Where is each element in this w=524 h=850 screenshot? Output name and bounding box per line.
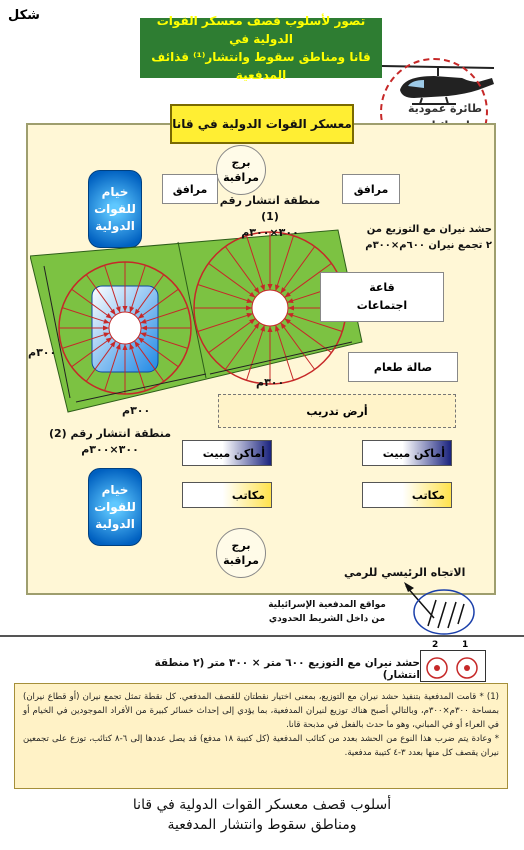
title-line-2: قانا ومناطق سقوط وانتشار⁽¹⁾ قذائف المدفعية [151, 50, 371, 82]
zone-1-dims: ٣٠٠×٣٠٠م [241, 226, 299, 239]
figure-label: شكل [8, 8, 40, 23]
zone-1-title: منطقة انتشار رقم (1) [219, 194, 321, 223]
footnotes [14, 683, 508, 789]
tower-top-line-1: برج [231, 156, 251, 169]
meeting-hall-line-1: قاعة [369, 281, 395, 294]
watchtower-top [216, 145, 266, 195]
helicopter-line-1: طائرة عمودية [407, 102, 483, 115]
meeting-hall [320, 272, 444, 322]
zone-2-label [40, 426, 180, 458]
tent-bottom-line-2: للقوات [94, 499, 136, 514]
footnote-2: * وعادة يتم ضرب هذا النوع من الحشد بعدد من كتائب المدفعية (كل كتيبة ١٨ مدفع) قد يصل عددها إلى ٦-٨ كتائب، توزع على تجمعين نيران يقصف كل منها بعدد ٣-٤ كتيبة مدفعية. [23, 734, 499, 758]
zone-2-title: منطقة انتشار رقم (2) [48, 427, 172, 440]
artillery-icon [412, 588, 476, 636]
caption-line-1: أسلوب قصف معسكر القوات الدولية في قانا [132, 797, 392, 813]
meeting-hall-line-2: اجتماعات [356, 299, 408, 312]
fire-note-line-1: حشد نيران مع التوزيع من [366, 224, 492, 235]
sleeping-quarters-left: أماكن مبيت [182, 440, 272, 466]
tent-top-line-2: للقوات [94, 201, 136, 216]
footnote-1: (1) * قامت المدفعية بتنفيذ حشد نيران مع التوزيع، بمعنى اختيار نقطتان للقصف المدفعي. كل نقطة تمثل تجمع نيران (أو قطاع نيران) بمساحة ٣٠٠م×٣٠٠م، وبالتالي أصبح هناك توزيع لنيران المدفعية، بما يؤدي إلى إحداث خسائر كبيرة من الأفراد الموجودين في الخيام أو في العراء أو في المباني، وهو ما حدث بالفعل في مذبحة قانا. [23, 692, 499, 730]
offices-left: مكاتب [182, 482, 272, 508]
dimension-label-side: ٣٠٠م [28, 346, 57, 359]
zone-2-dims: ٣٠٠×٣٠٠م [81, 443, 139, 456]
dimension-label-bottom-right: ٣٠٠م [256, 376, 285, 389]
tower-top-line-2: مراقبة [223, 171, 259, 184]
un-tents-bottom [88, 468, 142, 546]
legend-target-icons [421, 651, 485, 681]
tower-bottom-line-2: مراقبة [223, 554, 259, 567]
tent-bottom-line-1: خيام [101, 482, 129, 497]
legend-symbols [420, 650, 486, 682]
artillery-line-1: مواقع المدفعية الإسرائيلية [268, 600, 386, 610]
spread-circle-zone-2 [59, 262, 191, 394]
firing-direction-label: الاتجاه الرئيسي للرمي [344, 566, 466, 579]
tower-bottom-line-1: برج [231, 539, 251, 552]
artillery-positions-label [252, 598, 402, 626]
facilities-right: مرافق [342, 174, 400, 204]
dimension-label-bottom-left: ٣٠٠م [122, 404, 151, 417]
artillery-line-2: من داخل الشريط الحدودي [268, 614, 386, 624]
figure-caption [100, 795, 424, 835]
section-divider [0, 635, 524, 637]
legend-number-1: 1 [462, 640, 469, 650]
tent-top-line-3: الدولية [95, 218, 135, 233]
camp-title: معسكر القوات الدولية في قانا [170, 104, 354, 144]
zone-2-impact-center [109, 312, 141, 344]
fire-note-line-2: ٢ تجمع نيران ٦٠٠م×٣٠٠م [365, 240, 492, 251]
figure-title [140, 14, 382, 82]
facilities-left: مرافق [162, 174, 218, 204]
offices-right: مكاتب [362, 482, 452, 508]
watchtower-bottom [216, 528, 266, 578]
caption-line-2: ومناطق سقوط وانتشار المدفعية [167, 817, 357, 833]
green-impact-area [30, 230, 362, 412]
sleeping-quarters-right: أماكن مبيت [362, 440, 452, 466]
tent-top-line-1: خيام [101, 184, 129, 199]
title-line-1: تصور لأسلوب قصف معسكر القوات الدولية في [156, 14, 366, 46]
tent-bottom-line-3: الدولية [95, 516, 135, 531]
zone-1-impact-center [252, 290, 288, 326]
fire-concentration-note [312, 222, 492, 254]
dining-hall: صالة طعام [348, 352, 458, 382]
training-ground: أرض تدريب [218, 394, 456, 428]
legend-text: حشد نيران مع التوزيع ٦٠٠ متر × ٣٠٠ متر (٢ منطقة انتشار) [154, 657, 420, 681]
legend-number-2: 2 [432, 640, 439, 650]
